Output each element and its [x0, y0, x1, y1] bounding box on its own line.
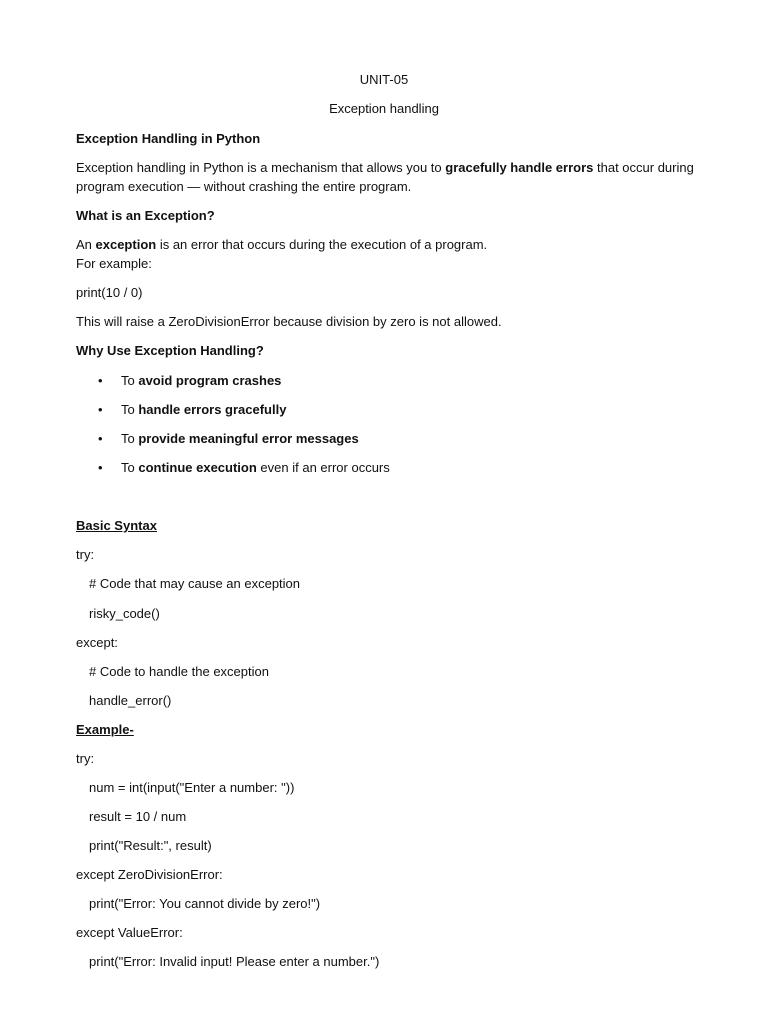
list-item-text: To — [121, 373, 139, 388]
example-code-line: print(10 / 0) — [76, 285, 143, 300]
list-item — [98, 458, 390, 477]
list-item-text: To — [121, 402, 139, 417]
unit-label: UNIT-05 — [359, 72, 409, 87]
code-line: # Code that may cause an exception — [89, 576, 301, 591]
bullet-icon: • — [98, 373, 103, 388]
what-is-paragraph-line-1 — [76, 235, 487, 254]
code-line: try: — [76, 751, 95, 766]
code-line: handle_error() — [89, 693, 172, 708]
list-item-text: even if an error occurs — [256, 460, 390, 475]
what-is-heading: What is an Exception? — [76, 208, 215, 223]
intro-heading: Exception Handling in Python — [76, 131, 261, 146]
what-is-bold-text: exception — [95, 237, 157, 252]
bullet-icon: • — [98, 402, 103, 417]
bullet-icon: • — [98, 431, 103, 446]
list-item — [98, 371, 281, 390]
what-is-paragraph-line-2: For example: — [76, 256, 152, 271]
what-is-text: is an error that occurs during the execution of a program. — [156, 237, 488, 252]
code-line: try: — [76, 547, 95, 562]
code-line: risky_code() — [89, 606, 160, 621]
code-line: result = 10 / num — [89, 809, 187, 824]
code-line: except ZeroDivisionError: — [76, 867, 223, 882]
list-item-bold-text: handle errors gracefully — [138, 402, 287, 417]
code-line: print("Result:", result) — [89, 838, 212, 853]
list-item-bold-text: provide meaningful error messages — [138, 431, 359, 446]
list-item — [98, 429, 359, 448]
example-heading: Example- — [76, 722, 134, 737]
intro-paragraph-line-2: program execution — without crashing the entire program. — [76, 179, 412, 194]
list-item-text: To — [121, 431, 139, 446]
code-line: except: — [76, 635, 118, 650]
list-item-bold-text: avoid program crashes — [138, 373, 282, 388]
document-title: Exception handling — [329, 101, 439, 116]
intro-text: Exception handling in Python is a mechanism that allows you to — [76, 160, 446, 175]
intro-bold-text: gracefully handle errors — [445, 160, 594, 175]
what-is-text: An — [76, 237, 96, 252]
code-line: num = int(input("Enter a number: ")) — [89, 780, 295, 795]
code-line: # Code to handle the exception — [89, 664, 269, 679]
code-line: except ValueError: — [76, 925, 183, 940]
intro-paragraph-line-1 — [76, 158, 694, 177]
code-line: print("Error: Invalid input! Please enter a number.") — [89, 954, 380, 969]
list-item — [98, 400, 286, 419]
basic-syntax-heading: Basic Syntax — [76, 518, 157, 533]
intro-text: that occur during — [593, 160, 694, 175]
code-line: print("Error: You cannot divide by zero!") — [89, 896, 321, 911]
why-use-heading: Why Use Exception Handling? — [76, 343, 264, 358]
bullet-icon: • — [98, 460, 103, 475]
list-item-bold-text: continue execution — [138, 460, 257, 475]
list-item-text: To — [121, 460, 139, 475]
explanation-text: This will raise a ZeroDivisionError because division by zero is not allowed. — [76, 314, 502, 329]
